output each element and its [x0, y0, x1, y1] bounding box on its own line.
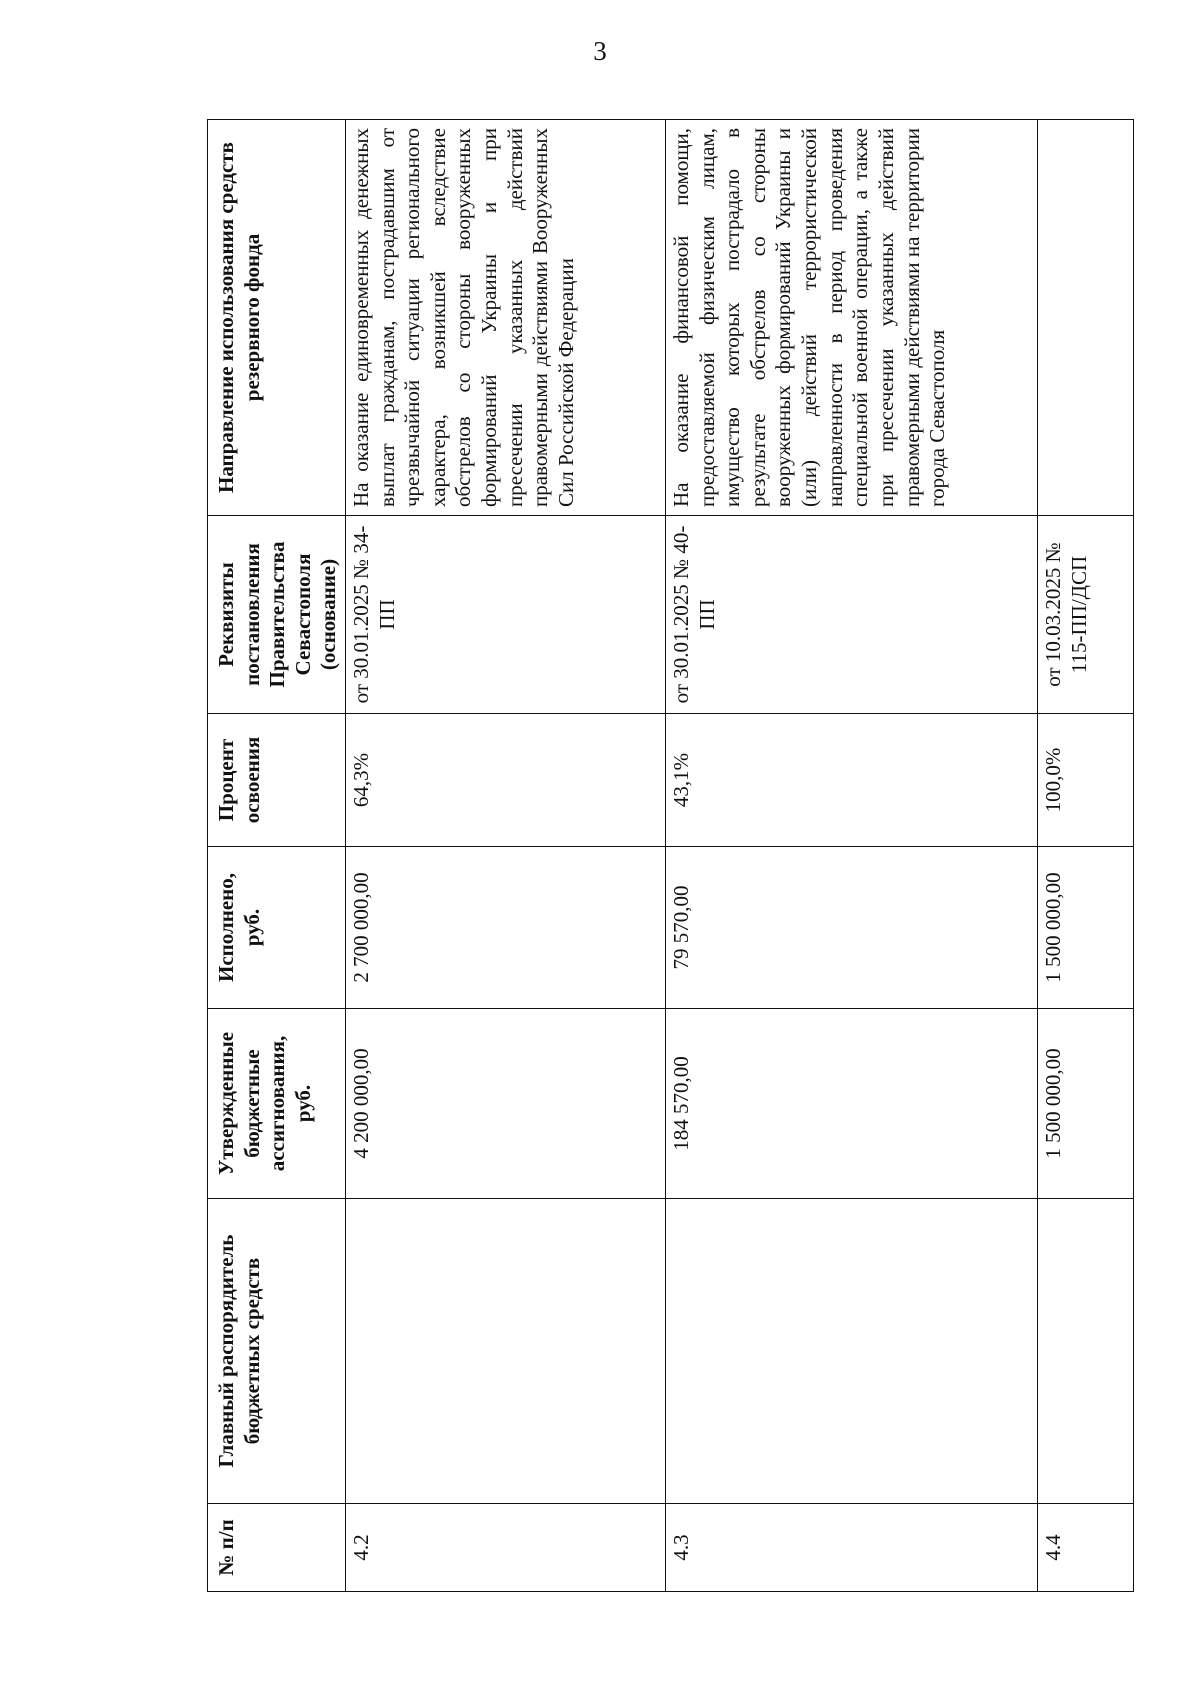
row-direction: На оказание единовременных денежных выплат гражданам, пострадавшим от чрезвычайной ситуации регионального характера, возникшей вследствие обстрелов со стороны вооруженных формирований Украины и при пресечении указанных действий правомерными действиями Вооруженных Сил Российской Федерации [346, 120, 666, 516]
landscape-page-content [207, 120, 1133, 1592]
row-approved: 1 500 000,00 [1038, 1009, 1134, 1199]
header-percent: Процент освоения [208, 714, 346, 847]
row-direction [1038, 120, 1134, 516]
row-approved: 4 200 000,00 [346, 1009, 666, 1199]
header-direction: Направление использования средств резервного фонда [208, 120, 346, 516]
table-row [1038, 120, 1134, 1592]
row-percent: 43,1% [666, 714, 1038, 847]
header-approved: Утвержденные бюджетные ассигнования, руб. [208, 1009, 346, 1199]
row-distributor [666, 1199, 1038, 1504]
rotated-table-wrapper [207, 120, 1133, 1592]
header-requisites: Реквизиты постановления Правительства Севастополя (основание) [208, 516, 346, 714]
row-requisites: от 10.03.2025 № 115-ПП/ДСП [1038, 516, 1134, 714]
table-header-row [208, 120, 346, 1592]
row-executed: 1 500 000,00 [1038, 847, 1134, 1009]
row-number: 4.4 [1038, 1504, 1134, 1592]
table-row [666, 120, 1038, 1592]
reserve-fund-table [207, 119, 1134, 1592]
row-executed: 79 570,00 [666, 847, 1038, 1009]
row-requisites: от 30.01.2025 № 40-ПП [666, 516, 1038, 714]
header-number: № п/п [208, 1504, 346, 1592]
row-distributor [1038, 1199, 1134, 1504]
row-direction: На оказание финансовой помощи, предоставляемой физическим лицам, имущество которых пострадало в результате обстрелов со стороны вооруженных формирований Украины и (или) действий террористической направленности в период проведения специальной военной операции, а также при пресечении указанных действий правомерными действиями на территории города Севастополя [666, 120, 1038, 516]
row-number: 4.3 [666, 1504, 1038, 1592]
header-executed: Исполнено, руб. [208, 847, 346, 1009]
table-row [346, 120, 666, 1592]
row-requisites: от 30.01.2025 № 34-ПП [346, 516, 666, 714]
page-number: 3 [593, 36, 607, 66]
row-executed: 2 700 000,00 [346, 847, 666, 1009]
row-distributor [346, 1199, 666, 1504]
row-percent: 64,3% [346, 714, 666, 847]
row-percent: 100,0% [1038, 714, 1134, 847]
row-approved: 184 570,00 [666, 1009, 1038, 1199]
header-distributor: Главный распорядитель бюджетных средств [208, 1199, 346, 1504]
row-number: 4.2 [346, 1504, 666, 1592]
